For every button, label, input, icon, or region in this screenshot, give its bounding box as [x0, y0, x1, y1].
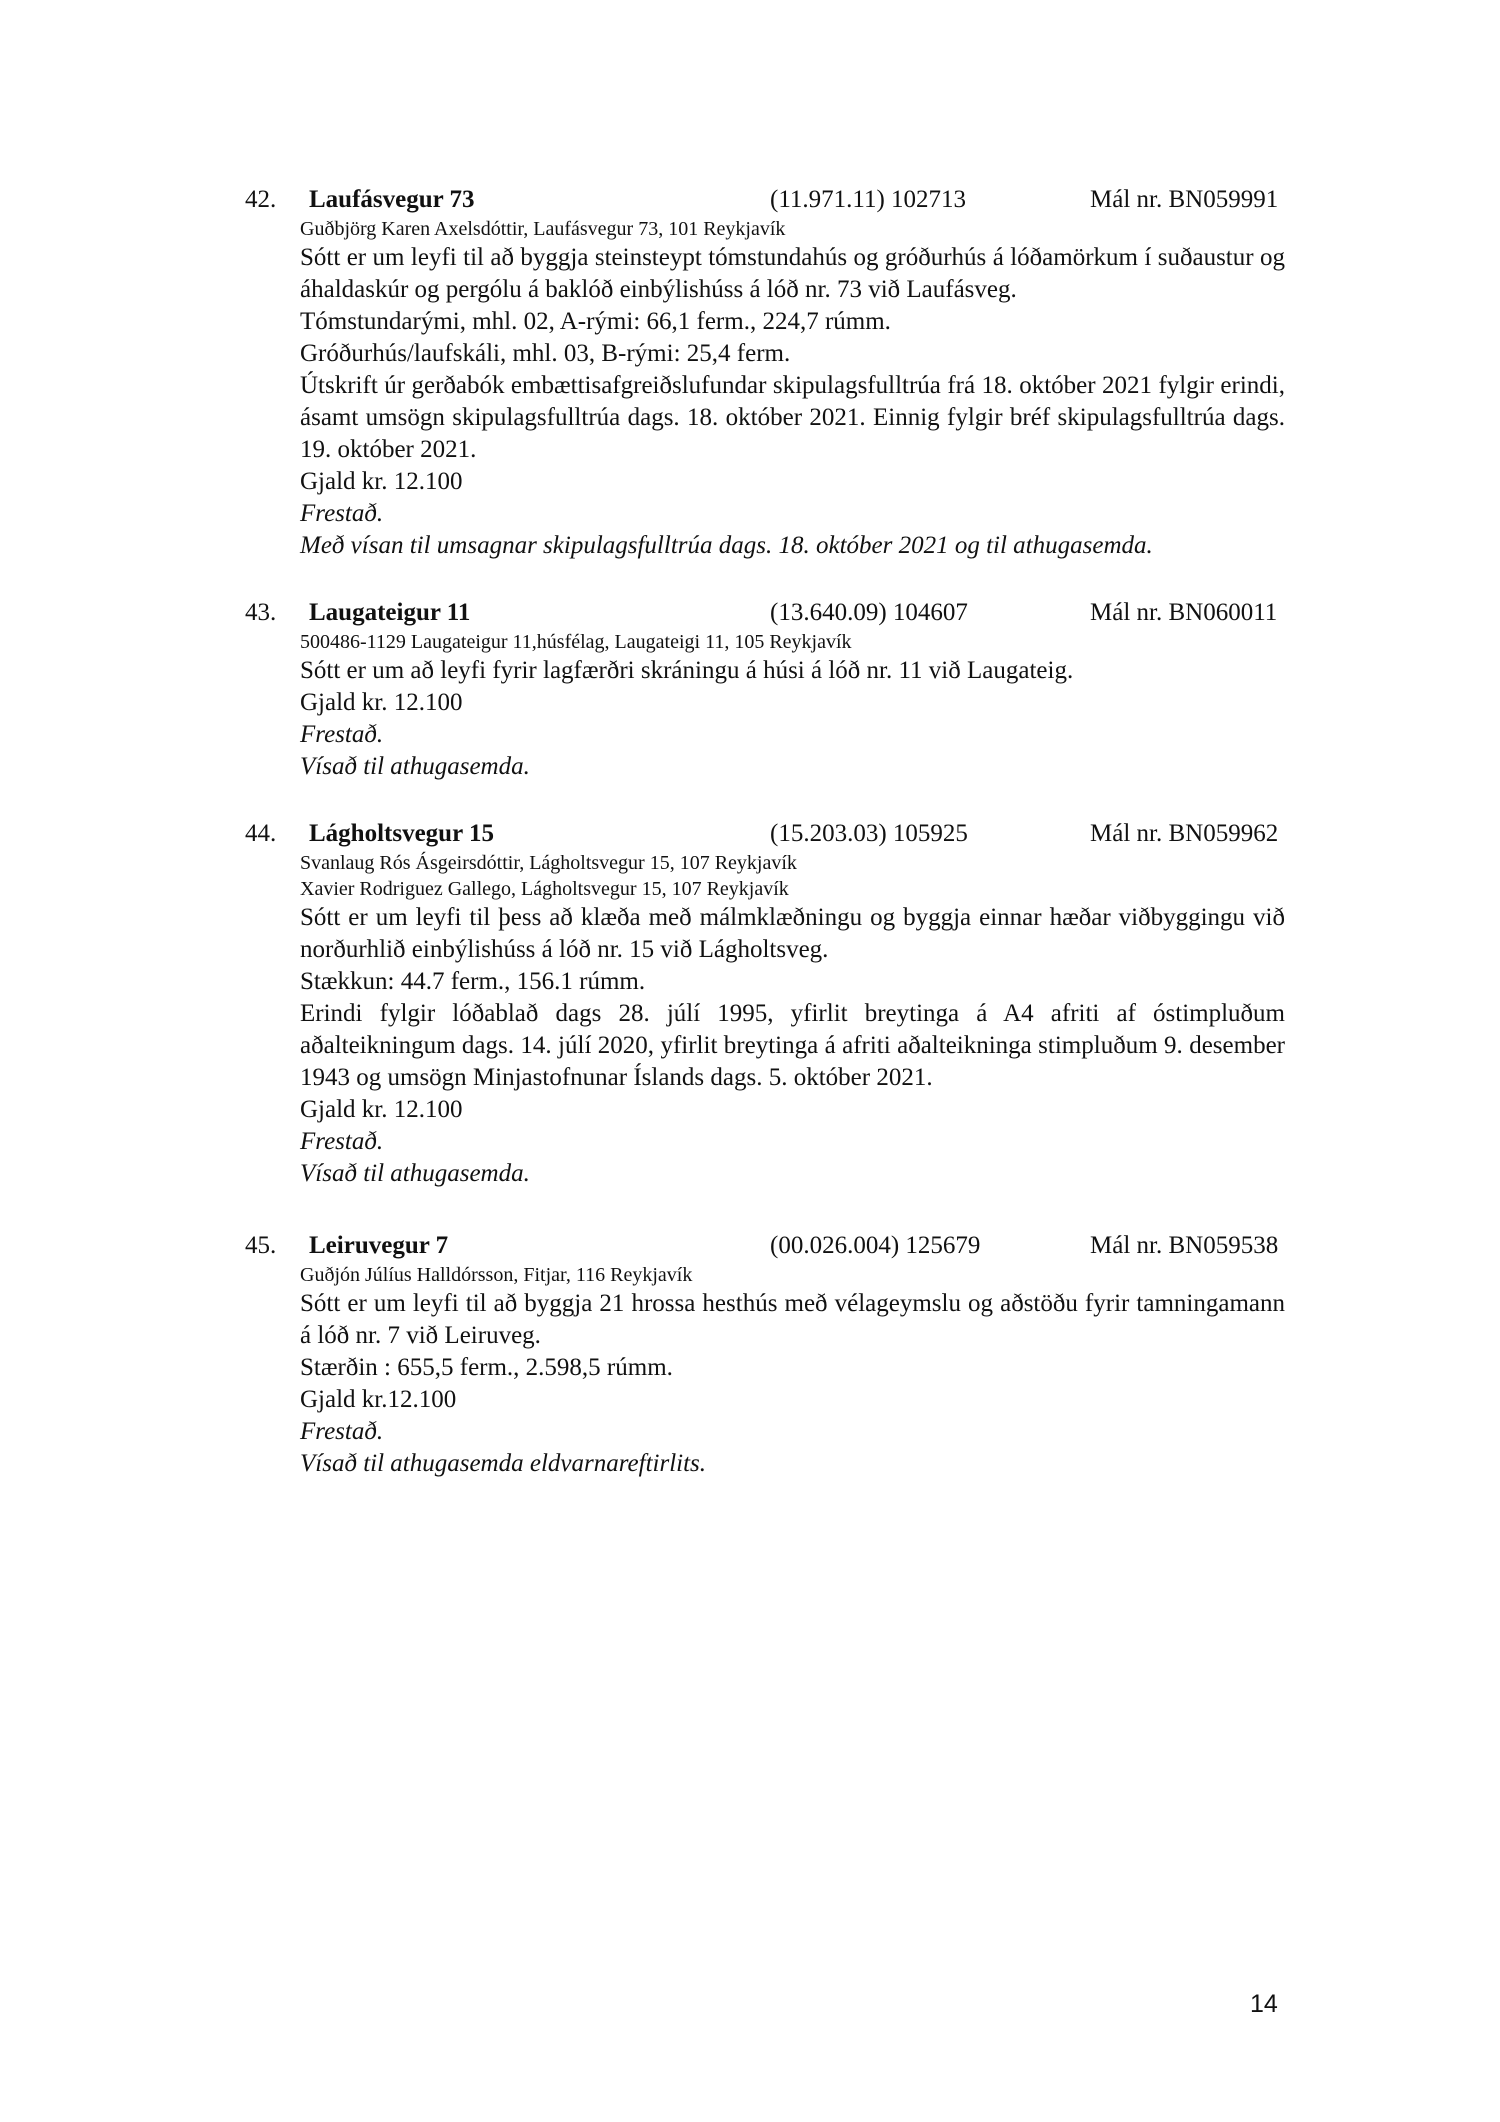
description: Sótt er um leyfi til að byggja steinsteypt tómstundahús og gróðurhús á lóðamörkum í suðaustur og áhaldaskúr og pergólu á baklóð einbýlishúss á lóð nr. 73 við Laufásveg. [300, 244, 1285, 303]
item-number: 44. [245, 820, 277, 847]
detail-line: Gróðurhús/laufskáli, mhl. 03, B-rými: 25,4 ferm. [300, 340, 791, 367]
case-number: Mál nr. BN060011 [1090, 599, 1278, 626]
item-number: 45. [245, 1232, 277, 1259]
fee: Gjald kr. 12.100 [300, 1096, 463, 1123]
item-body [300, 655, 1285, 783]
detail-line: Stækkun: 44.7 ferm., 156.1 rúmm. [300, 968, 646, 995]
applicant: 500486-1129 Laugateigur 11,húsfélag, Laugateigi 11, 105 Reykjavík [300, 631, 852, 653]
item-header [245, 818, 1295, 850]
reason: Vísað til athugasemda. [300, 753, 530, 780]
applicant: Svanlaug Rós Ásgeirsdóttir, Lágholtsvegur 15, 107 Reykjavík [300, 852, 797, 874]
decision: Frestað. [300, 1128, 384, 1155]
decision: Frestað. [300, 1418, 384, 1445]
item-body [300, 902, 1285, 1190]
fee: Gjald kr. 12.100 [300, 468, 463, 495]
item-address: Lágholtsvegur 15 [309, 820, 494, 847]
description: Sótt er um leyfi til að byggja 21 hrossa hesthús með vélageymslu og aðstöðu fyrir tamningamann á lóð nr. 7 við Leiruveg. [300, 1290, 1285, 1349]
item-body [300, 1288, 1285, 1480]
land-id: (00.026.004) 125679 [770, 1232, 981, 1259]
detail-line: Tómstundarými, mhl. 02, A-rými: 66,1 ferm., 224,7 rúmm. [300, 308, 891, 335]
applicant: Guðjón Júlíus Halldórsson, Fitjar, 116 Reykjavík [300, 1264, 693, 1286]
reason: Með vísan til umsagnar skipulagsfulltrúa dags. 18. október 2021 og til athugasemda. [300, 532, 1153, 559]
description: Sótt er um að leyfi fyrir lagfærðri skráningu á húsi á lóð nr. 11 við Laugateig. [300, 657, 1074, 684]
land-id: (15.203.03) 105925 [770, 820, 968, 847]
decision: Frestað. [300, 721, 384, 748]
agenda-item [245, 184, 1295, 562]
page-number: 14 [1250, 1990, 1278, 2018]
reason: Vísað til athugasemda eldvarnareftirlits. [300, 1450, 707, 1477]
reason: Vísað til athugasemda. [300, 1160, 530, 1187]
item-header [245, 184, 1295, 216]
decision: Frestað. [300, 500, 384, 527]
item-header [245, 1230, 1295, 1262]
item-number: 43. [245, 599, 277, 626]
agenda-item [245, 818, 1295, 1190]
case-number: Mál nr. BN059991 [1090, 186, 1279, 213]
item-header [245, 597, 1295, 629]
fee: Gjald kr. 12.100 [300, 689, 463, 716]
item-address: Laufásvegur 73 [309, 186, 475, 213]
description: Sótt er um leyfi til þess að klæða með málmklæðningu og byggja einnar hæðar viðbyggingu við norðurhlið einbýlishúss á lóð nr. 15 við Lágholtsveg. [300, 904, 1285, 963]
case-number: Mál nr. BN059962 [1090, 820, 1279, 847]
agenda-item [245, 1230, 1295, 1480]
case-number: Mál nr. BN059538 [1090, 1232, 1279, 1259]
applicant: Xavier Rodriguez Gallego, Lágholtsvegur 15, 107 Reykjavík [300, 878, 789, 900]
applicant: Guðbjörg Karen Axelsdóttir, Laufásvegur 73, 101 Reykjavík [300, 218, 786, 240]
agenda-item [245, 597, 1295, 783]
attachments: Útskrift úr gerðabók embættisafgreiðslufundar skipulagsfulltrúa frá 18. október 2021 fylgir erindi, ásamt umsögn skipulagsfulltrúa dags. 18. október 2021. Einnig fylgir bréf skipulagsfulltrúa dags. 19. október 2021. [300, 372, 1285, 463]
land-id: (11.971.11) 102713 [770, 186, 967, 213]
detail-line: Stærðin : 655,5 ferm., 2.598,5 rúmm. [300, 1354, 673, 1381]
item-address: Laugateigur 11 [309, 599, 471, 626]
item-address: Leiruvegur 7 [309, 1232, 449, 1259]
land-id: (13.640.09) 104607 [770, 599, 968, 626]
item-number: 42. [245, 186, 277, 213]
attachments: Erindi fylgir lóðablað dags 28. júlí 1995, yfirlit breytinga á A4 afriti af óstimpluðum aðalteikningum dags. 14. júlí 2020, yfirlit breytinga á afriti aðalteikninga stimpluðum 9. desember 1943 og umsögn Minjastofnunar Íslands dags. 5. október 2021. [300, 1000, 1285, 1091]
item-body [300, 242, 1285, 562]
fee: Gjald kr.12.100 [300, 1386, 457, 1413]
